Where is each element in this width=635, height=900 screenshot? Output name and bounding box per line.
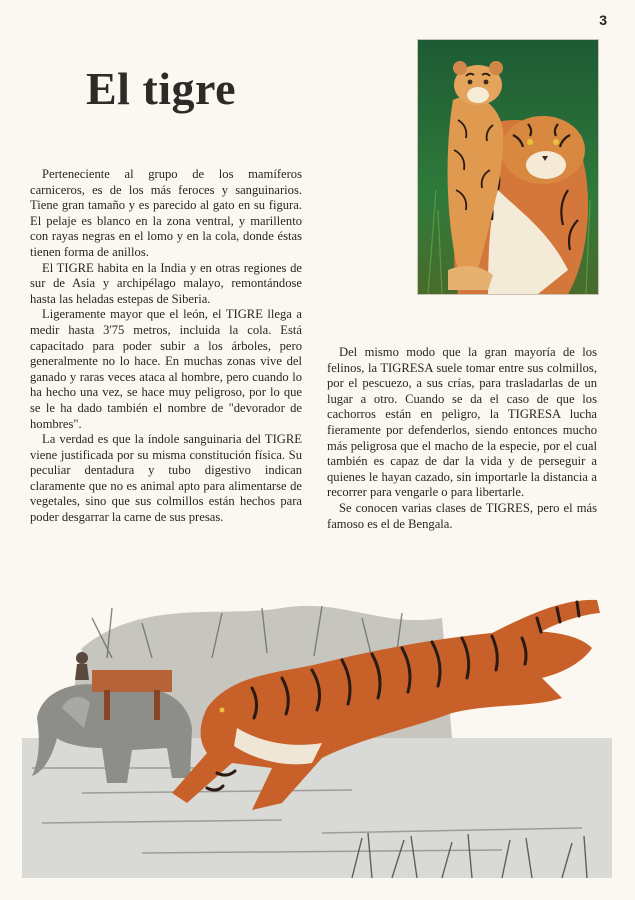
page-number: 3 [599,12,607,28]
tigress-with-cub-illustration [418,40,598,294]
tiger-hunt-illustration [22,578,612,878]
right-text-column [327,345,597,532]
paragraph: La verdad es que la índole sanguinaria del TIGRE viene justificada por su misma constitución física. Su peculiar dentadura y tubo digestivo indican claramente que no es animal apto para alimentarse de vegetales, sino que sus colmillos están hechos para poder desgarrar la carne de sus presas. [30,432,302,525]
paragraph: Se conocen varias clases de TIGRES, pero el más famoso es el de Bengala. [327,500,597,531]
paragraph: El TIGRE habita en la India y en otras regiones de sur de Asia y archipélago malayo, remontándose hasta las heladas estepas de Siberia. [30,260,302,306]
paragraph: Perteneciente al grupo de los mamíferos carniceros, es de los más feroces y sanguinarios. Tiene gran tamaño y es parecido al gato en su figura. El pelaje es blanco en la zona ventral, y marillento con rayas negras en el lomo y en la cola, donde éstas tienen forma de anillos. [30,167,302,259]
article-title: El tigre [86,63,237,114]
paragraph: Del mismo modo que la gran mayoría de los felinos, la TIGRESA suele tomar entre sus colmillos, por el pescuezo, a sus crías, para trasladarlas de un lugar a otro. Cuando se da el caso de que los cachorros están en peligro, la TIGRESA lucha fieramente por defenderlos, siendo entonces mucho más peligrosa que el macho de la especie, por el cual también es capaz de dar la vida y de perseguir a quienes le hayan cazado, sin importarle la distancia a recorrer para vengarle o para libertarle. [327,345,597,500]
paragraph: Ligeramente mayor que el león, el TIGRE llega a medir hasta 3'75 metros, incluida la cola. Está capacitado para poder subir a los árboles, pero generalmente no lo hace. En muchas zonas vive del ganado y raras veces ataca al hombre, pero cuando lo ha hecho una vez, se hace muy peligroso, por lo que se le ha dado también el nombre de "devorador de hombres". [30,307,302,431]
left-text-column [30,167,302,526]
